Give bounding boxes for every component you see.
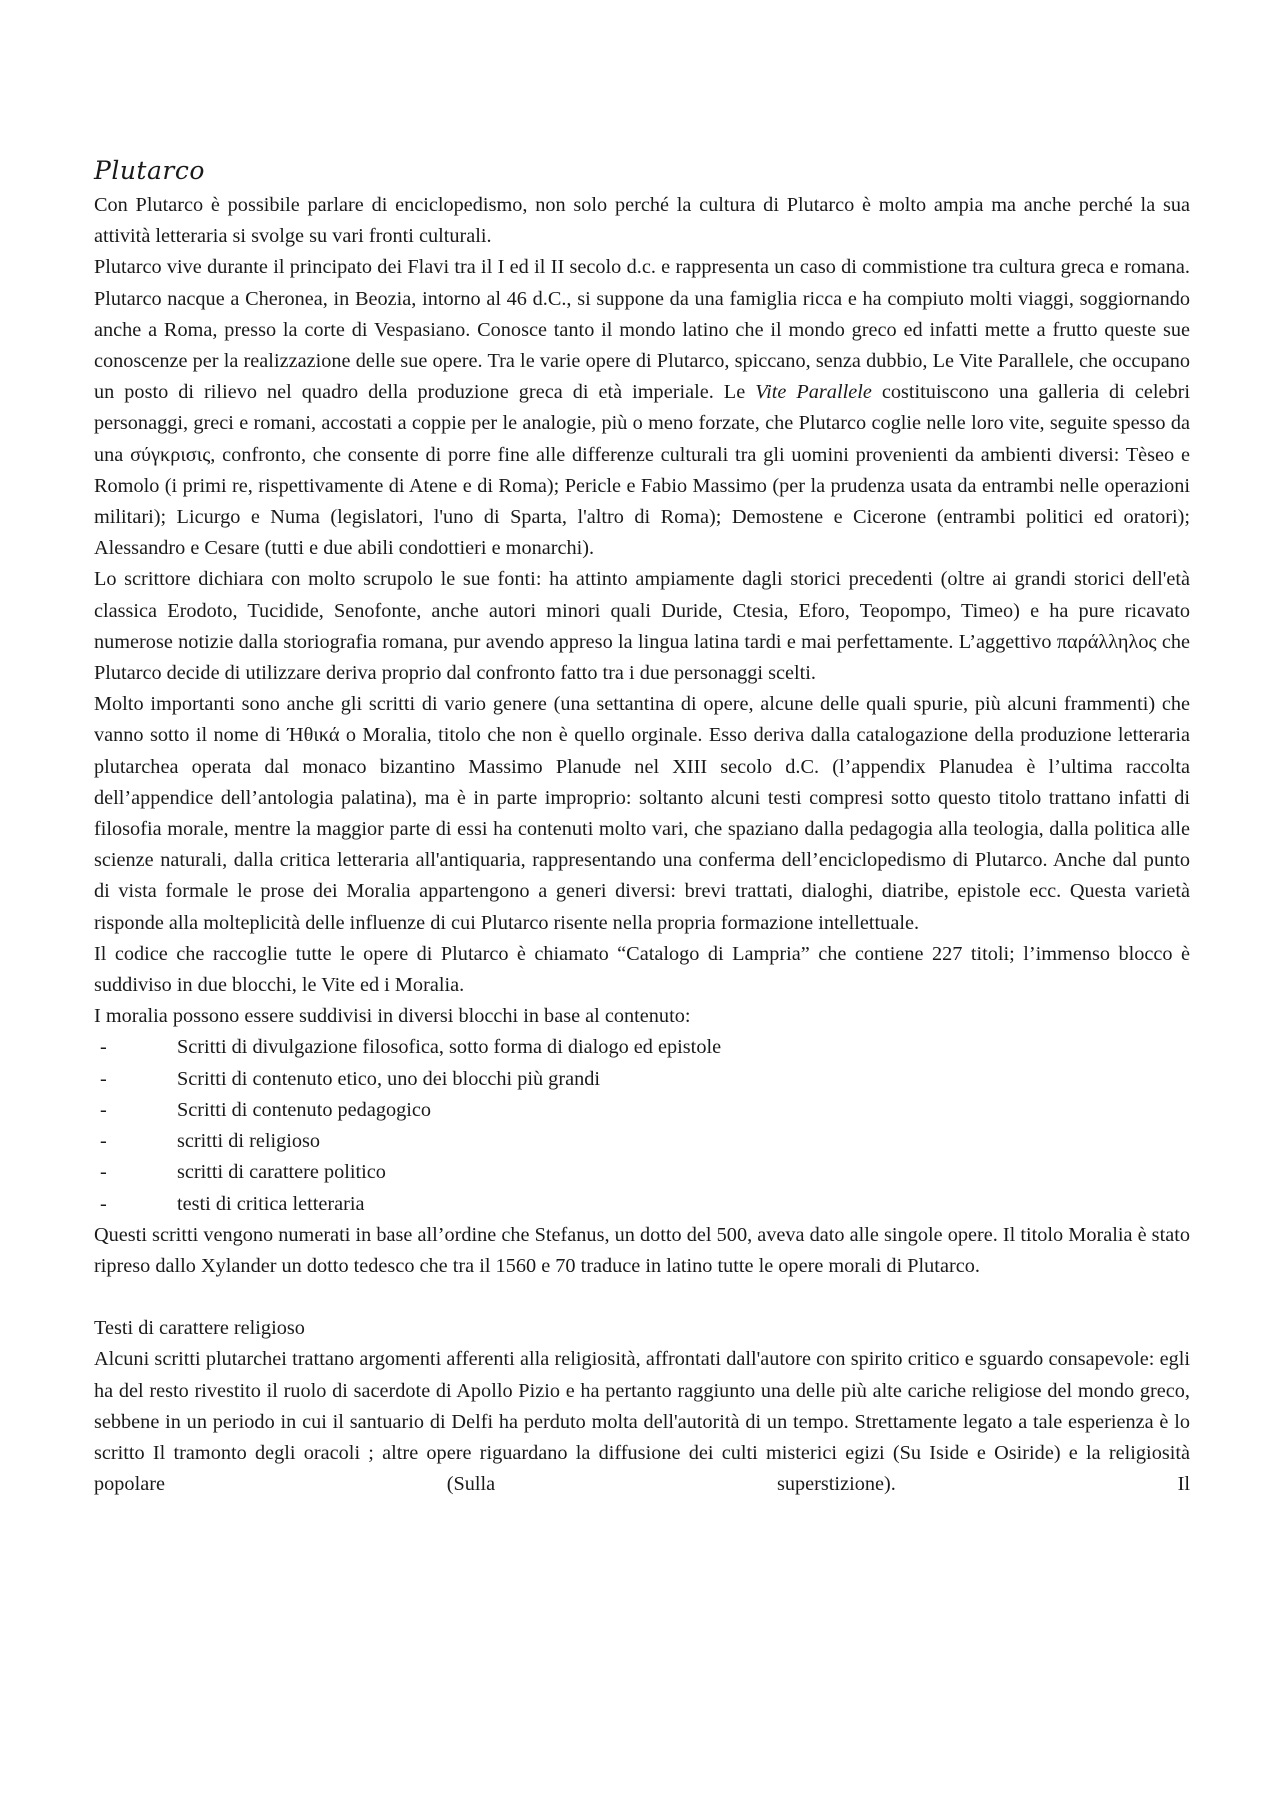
vite-parallele-italic: Vite Parallele <box>755 381 872 404</box>
list-item <box>94 1126 1190 1157</box>
list-item <box>94 1095 1190 1126</box>
paragraph-religious: Alcuni scritti plutarchei trattano argomenti afferenti alla religiosità, affrontati dall'autore con spirito critico e sguardo consapevole: egli ha del resto rivestito il ruolo di sacerdote di Apollo Pizio e ha pertanto raggiunto una delle più alte cariche religiose del mondo greco, sebbene in un periodo in cui il santuario di Delfi ha perduto molta dell'autorità di un tempo. Strettamente legato a tale esperienza è lo scritto Il tramonto degli oracoli ; altre opere riguardano la diffusione dei culti misterici egizi (Su Iside e Osiride) e la religiosità popolare (Sulla superstizione). Il <box>94 1348 1190 1496</box>
list-item-text: Scritti di contenuto pedagogico <box>177 1098 432 1121</box>
list-item-text: testi di critica letteraria <box>177 1192 365 1215</box>
list-item-text: Scritti di contenuto etico, uno dei blocchi più grandi <box>177 1067 600 1090</box>
document-page <box>94 152 1190 1500</box>
list-item <box>94 1032 1190 1063</box>
list-bullet: - <box>100 1098 107 1121</box>
paragraph-lampria: Il codice che raccoglie tutte le opere di Plutarco è chiamato “Catalogo di Lampria” che contiene 227 titoli; l’immenso blocco è suddiviso in due blocchi, le Vite ed i Moralia. <box>94 942 1190 997</box>
list-item <box>94 1189 1190 1220</box>
list-bullet: - <box>100 1067 107 1090</box>
paragraph-blocks-intro: I moralia possono essere suddivisi in diversi blocchi in base al contenuto: <box>94 1005 691 1028</box>
list-item <box>94 1064 1190 1095</box>
list-bullet: - <box>100 1161 107 1184</box>
list-item-text: Scritti di divulgazione filosofica, sotto forma di dialogo ed epistole <box>177 1036 722 1059</box>
list-item <box>94 1157 1190 1188</box>
list-bullet: - <box>100 1192 107 1215</box>
paragraph-moralia: Molto importanti sono anche gli scritti di vario genere (una settantina di opere, alcune delle quali spurie, più alcuni frammenti) che vanno sotto il nome di Ήθικά o Moralia, titolo che non è quello orginale. Esso deriva dalla catalogazione della produzione letteraria plutarchea operata dal monaco bizantino Massimo Planude nel XIII secolo d.C. (l’appendix Planudea è l’ultima raccolta dell’appendice dell’antologia palatina), ma è in parte improprio: soltanto alcuni testi compresi sotto questo titolo trattano infatti di filosofia morale, mentre la maggior parte di essi ha contenuti molto vari, che spaziano dalla pedagogia alla teologia, dalla politica alle scienze naturali, dalla critica letteraria all'antiquaria, rappresentando una conferma dell’enciclopedismo di Plutarco. Anche dal punto di vista formale le prose dei Moralia appartengono a generi diversi: brevi trattati, dialoghi, diatribe, epistole ecc. Questa varietà risponde alla molteplicità delle influenze di cui Plutarco risente nella propria formazione intellettuale. <box>94 693 1190 934</box>
paragraph-life-text-a: Plutarco vive durante il principato dei Flavi tra il I ed il II secolo d.c. e rappresenta un caso di commistione tra cultura greca e romana. Plutarco nacque a Cheronea, in Beozia, intorno al 46 d.C., si suppone da una famiglia ricca e ha compiuto molti viaggi, soggiornando anche a Roma, presso la corte di Vespasiano. Conosce tanto il mondo latino che il mondo greco ed infatti mette a frutto queste sue conoscenze per la realizzazione delle sue opere. Tra le varie opere di Plutarco, spiccano, senza dubbio, Le Vite Parallele, che occupano un posto di rilievo nel quadro della produzione greca di età imperiale. Le <box>94 256 1190 404</box>
paragraph-life <box>94 252 1190 564</box>
list-item-text: scritti di carattere politico <box>177 1161 386 1184</box>
paragraph-life-text-b: costituiscono una galleria di celebri personaggi, greci e romani, accostati a coppie per le analogie, più o meno forzate, che Plutarco coglie nelle loro vite, seguite spesso da una σύγκρισις, confronto, che consente di porre fine alle differenze culturali tra gli uomini provenienti da ambienti diversi: Tèseo e Romolo (i primi re, rispettivamente di Atene e di Roma); Pericle e Fabio Massimo (per la prudenza usata da entrambi nelle operazioni militari); Licurgo e Numa (legislatori, l'uno di Sparta, l'altro di Roma); Demostene e Cicerone (entrambi politici ed oratori); Alessandro e Cesare (tutti e due abili condottieri e monarchi). <box>94 381 1190 560</box>
list-bullet: - <box>100 1036 107 1059</box>
moralia-blocks-list <box>94 1032 1190 1219</box>
paragraph-intro: Con Plutarco è possibile parlare di enciclopedismo, non solo perché la cultura di Plutarco è molto ampia ma anche perché la sua attività letteraria si svolge su vari fronti culturali. <box>94 194 1190 248</box>
paragraph-numbering: Questi scritti vengono numerati in base all’ordine che Stefanus, un dotto del 500, aveva dato alle singole opere. Il titolo Moralia è stato ripreso dallo Xylander un dotto tedesco che tra il 1560 e 70 traduce in latino tutte le opere morali di Plutarco. <box>94 1223 1190 1277</box>
paragraph-sources: Lo scrittore dichiara con molto scrupolo le sue fonti: ha attinto ampiamente dagli storici precedenti (oltre ai grandi storici dell'età classica Erodoto, Tucidide, Senofonte, anche autori minori quali Duride, Ctesia, Eforo, Teopompo, Timeo) e ha pure ricavato numerose notizie dalla storiografia romana, pur avendo appreso la lingua latina tardi e mai perfettamente. L’aggettivo παράλληλος che Plutarco decide di utilizzare deriva proprio dal confronto fatto tra i due personaggi scelti. <box>94 568 1190 685</box>
list-item-text: scritti di religioso <box>177 1130 321 1153</box>
section-heading-religious: Testi di carattere religioso <box>94 1317 305 1340</box>
list-bullet: - <box>100 1130 107 1153</box>
document-title: Plutarco <box>94 156 205 185</box>
section-gap <box>94 1282 1190 1313</box>
